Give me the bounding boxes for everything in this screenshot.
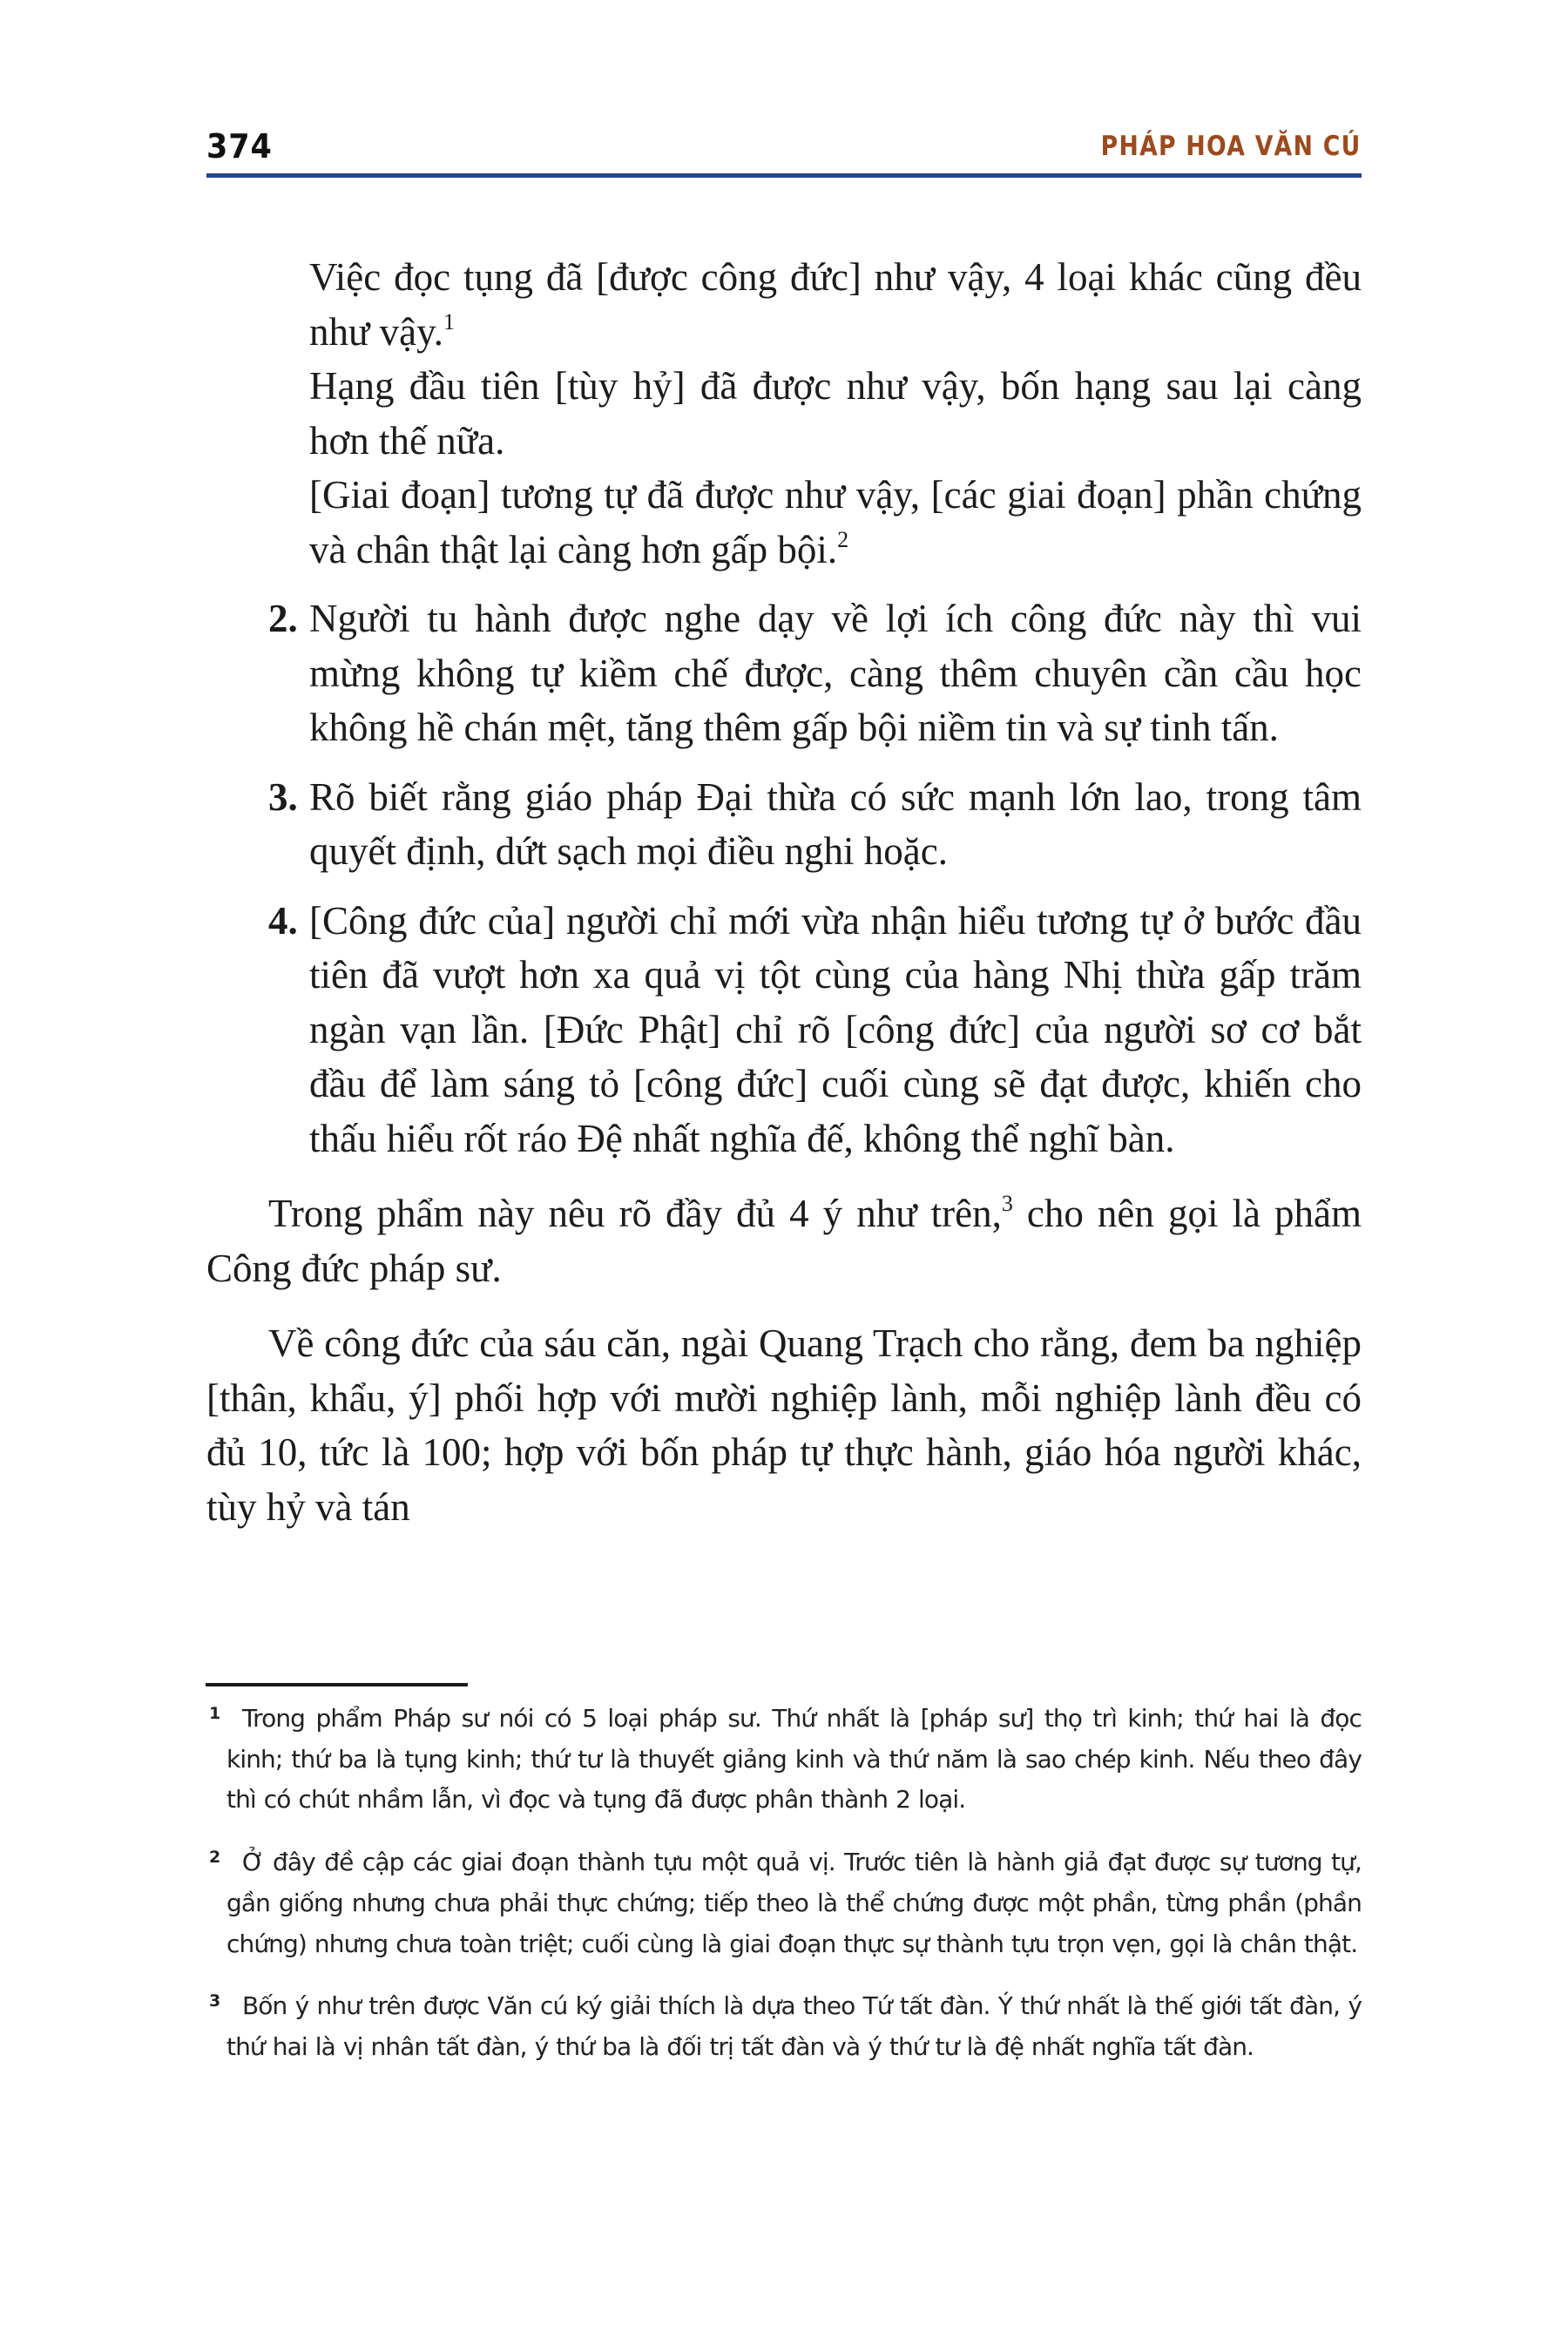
quote-line: Hạng đầu tiên [tùy hỷ] đã được như vậy, bốn hạng sau lại càng hơn thế nữa. bbox=[309, 364, 1362, 463]
footnote-marker: 1 bbox=[209, 1704, 221, 1723]
main-text bbox=[206, 250, 1362, 1534]
running-head bbox=[206, 122, 1362, 166]
list-number: 4. bbox=[268, 898, 298, 943]
footnote-text: Ở đây đề cập các giai đoạn thành tựu một quả vị. Trước tiên là hành giả đạt được sự tương tự, gần giống nhưng chưa phải thực chứng; tiếp theo là thể chứng được một phần, từng phần (phần chứng) nhưng chưa toàn triệt; cuối cùng là giai đoạn thực sự thành tựu trọn vẹn, gọi là chân thật. bbox=[226, 1848, 1362, 1958]
footnote bbox=[206, 1842, 1362, 1964]
list-item-text: Rõ biết rằng giáo pháp Đại thừa có sức mạnh lớn lao, trong tâm quyết định, dứt sạch mọi điều nghi hoặc. bbox=[309, 774, 1362, 873]
footnote-ref[interactable]: 1 bbox=[443, 308, 455, 335]
book-title: PHÁP HOA VĂN CÚ bbox=[1101, 131, 1362, 162]
list-item bbox=[268, 894, 1362, 1166]
footnote-text: Trong phẩm Pháp sư nói có 5 loại pháp sư. Thứ nhất là [pháp sư] thọ trì kinh; thứ hai là đọc kinh; thứ ba là tụng kinh; thứ tư là thuyết giảng kinh và thứ năm là sao chép kinh. Nếu theo đây thì có chút nhầm lẫn, vì đọc và tụng đã được phân thành 2 loại. bbox=[226, 1704, 1362, 1815]
page-number: 374 bbox=[206, 127, 273, 166]
footnote-marker: 2 bbox=[209, 1848, 221, 1868]
footnote-ref[interactable]: 2 bbox=[837, 526, 849, 552]
list-item bbox=[268, 770, 1362, 879]
quote-line: [Giai đoạn] tương tự đã được như vậy, [các giai đoạn] phần chứng và chân thật lại càng hơn gấp bội.$^2$ bbox=[309, 473, 1362, 571]
quote-block bbox=[309, 250, 1362, 577]
list-number: 3. bbox=[268, 774, 298, 819]
list-item-text: Người tu hành được nghe dạy về lợi ích công đức này thì vui mừng không tự kiềm chế được, càng thêm chuyên cần cầu học không hề chán mệt, tăng thêm gấp bội niềm tin và sự tinh tấn. bbox=[309, 597, 1362, 749]
paragraph: Về công đức của sáu căn, ngài Quang Trạch cho rằng, đem ba nghiệp [thân, khẩu, ý] phối hợp với mười nghiệp lành, mỗi nghiệp lành đều có đủ 10, tức là 100; hợp với bốn pháp tự thực hành, giáo hóa người khác, tùy hỷ và tán bbox=[206, 1321, 1362, 1529]
quote-line: Việc đọc tụng đã [được công đức] như vậy, 4 loại khác cũng đều như vậy.$^1$ bbox=[309, 255, 1362, 354]
footnote bbox=[206, 1699, 1362, 1821]
footnote-separator bbox=[206, 1683, 468, 1686]
list-number: 2. bbox=[268, 597, 298, 640]
header-rule bbox=[206, 173, 1362, 178]
footnote bbox=[206, 1986, 1362, 2067]
paragraph: Trong phẩm này nêu rõ đầy đủ 4 ý như trên,$^3$ cho nên gọi là phẩm Công đức pháp sư. bbox=[206, 1191, 1362, 1290]
list-item-text: [Công đức của] người chỉ mới vừa nhận hiểu tương tự ở bước đầu tiên đã vượt hơn xa quả vị tột cùng của hàng Nhị thừa gấp trăm ngàn vạn lần. [Đức Phật] chỉ rõ [công đức] của người sơ cơ bắt đầu để làm sáng tỏ [công đức] cuối cùng sẽ đạt được, khiến cho thấu hiểu rốt ráo Đệ nhất nghĩa đế, không thể nghĩ bàn. bbox=[309, 898, 1362, 1160]
footnotes bbox=[206, 1699, 1362, 2090]
list-item bbox=[268, 591, 1362, 755]
footnote-ref[interactable]: 3 bbox=[1001, 1191, 1013, 1216]
footnote-marker: 3 bbox=[209, 1991, 221, 2011]
footnote-text: Bốn ý như trên được Văn cú ký giải thích là dựa theo Tứ tất đàn. Ý thứ nhất là thế giới tất đàn, ý thứ hai là vị nhân tất đàn, ý thứ ba là đối trị tất đàn và ý thứ tư là đệ nhất nghĩa tất đàn. bbox=[226, 1991, 1362, 2061]
